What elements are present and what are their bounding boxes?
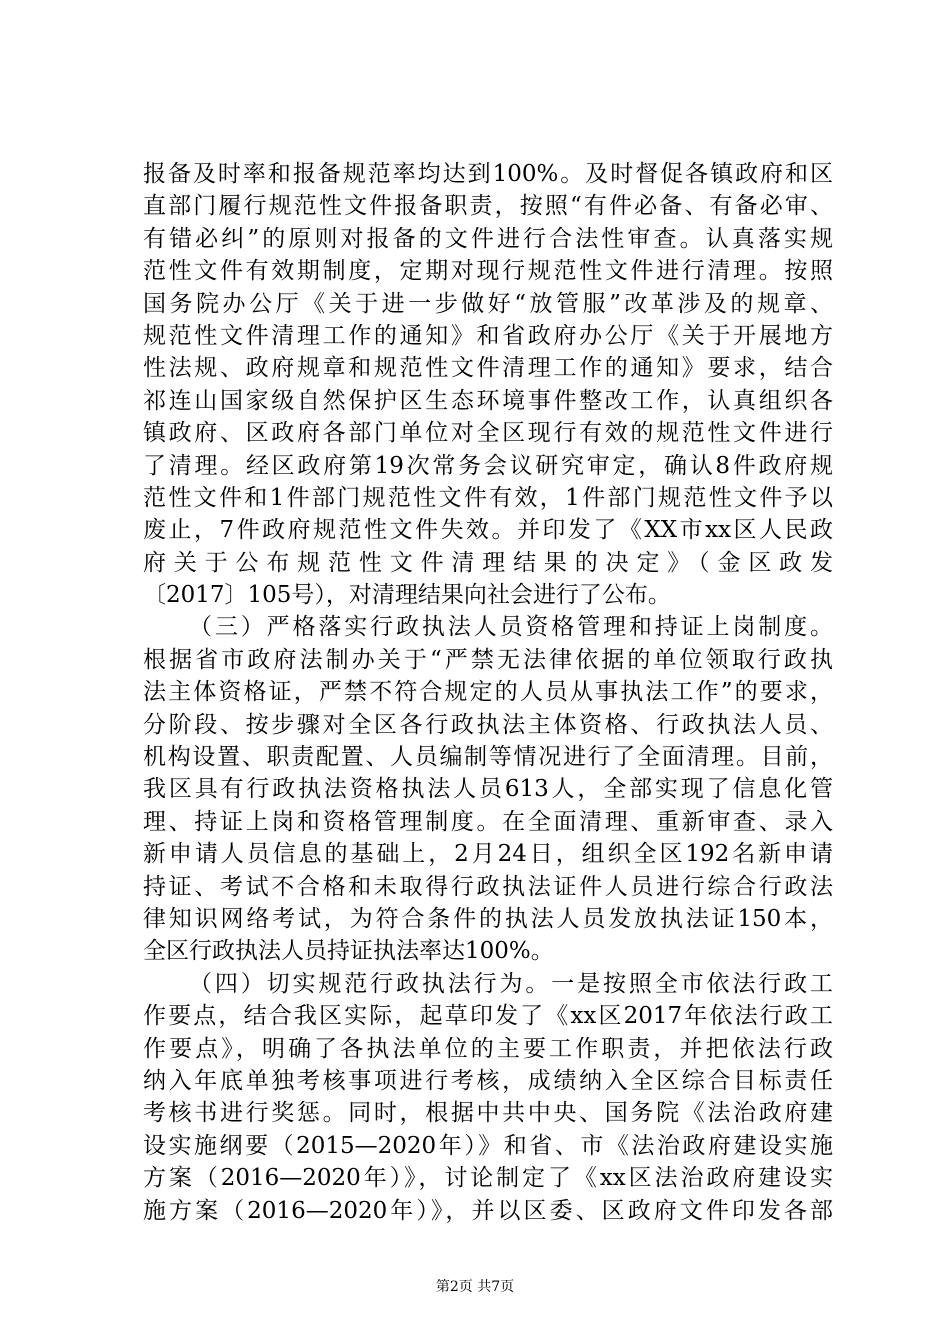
text-line: 律知识网络考试，为符合条件的执法人员发放执法证150本， [143, 905, 833, 932]
text-line: 祁连山国家级自然保护区生态环境事件整改工作，认真组织各 [143, 387, 833, 414]
text-line: 镇政府、区政府各部门单位对全区现行有效的规范性文件进行 [143, 420, 833, 447]
text-line: 根据省市政府法制办关于“严禁无法律依据的单位领取行政执 [143, 646, 833, 673]
text-line: 机构设置、职责配置、人员编制等情况进行了全面清理。目前， [143, 744, 833, 771]
text-line: 范性文件有效期制度，定期对现行规范性文件进行清理。按照 [143, 258, 833, 285]
text-line: 性法规、政府规章和规范性文件清理工作的通知》要求，结合 [143, 355, 833, 382]
section-heading-line: （四）切实规范行政执法行为。一是按照全市依法行政工 [189, 970, 833, 997]
text-line: 国务院办公厅《关于进一步做好“放管服”改革涉及的规章、 [143, 290, 833, 317]
page-number: 第2页 共7页 [435, 1279, 515, 1295]
text-line: 考核书进行奖惩。同时，根据中共中央、国务院《法治政府建 [143, 1100, 833, 1127]
text-line: 有错必纠”的原则对报备的文件进行合法性审查。认真落实规 [143, 225, 833, 252]
text-line: 法主体资格证，严禁不符合规定的人员从事执法工作”的要求， [143, 679, 833, 706]
document-body [143, 158, 833, 1227]
text-line: 规范性文件清理工作的通知》和省政府办公厅《关于开展地方 [143, 322, 833, 349]
text-line: 废止，7件政府规范性文件失效。并印发了《XX市xx区人民政 [143, 517, 833, 544]
text-line: 分阶段、按步骤对全区各行政执法主体资格、行政执法人员、 [143, 711, 833, 738]
text-line: 作要点，结合我区实际，起草印发了《xx区2017年依法行政工 [143, 1003, 833, 1030]
text-line: 直部门履行规范性文件报备职责，按照“有件必备、有备必审、 [143, 193, 833, 220]
text-line: 我区具有行政执法资格执法人员613人，全部实现了信息化管 [143, 776, 833, 803]
text-line: 报备及时率和报备规范率均达到100%。及时督促各镇政府和区 [143, 161, 833, 187]
text-line: 作要点》，明确了各执法单位的主要工作职责，并把依法行政 [143, 1035, 833, 1062]
text-line: 设实施纲要（2015—2020年）》和省、市《法治政府建设实施 [143, 1132, 833, 1159]
text-line: 纳入年底单独考核事项进行考核，成绩纳入全区综合目标责任 [143, 1067, 833, 1094]
text-line: 施方案（2016—2020年）》，并以区委、区政府文件印发各部 [143, 1197, 833, 1224]
text-line: 新申请人员信息的基础上，2月24日，组织全区192名新申请 [143, 841, 833, 868]
page-footer [0, 1277, 950, 1297]
section-heading-line: （三）严格落实行政执法人员资格管理和持证上岗制度。 [189, 614, 833, 641]
text-line: 方案（2016—2020年）》，讨论制定了《xx区法治政府建设实 [143, 1165, 833, 1192]
text-line: 理、持证上岗和资格管理制度。在全面清理、重新审查、录入 [143, 808, 833, 835]
text-line: 范性文件和1件部门规范性文件有效，1件部门规范性文件予以 [143, 484, 833, 511]
text-line: 了清理。经区政府第19次常务会议研究审定，确认8件政府规 [143, 452, 833, 479]
text-line: 〔2017〕105号），对清理结果向社会进行了公布。 [143, 582, 671, 609]
text-line: 府关于公布规范性文件清理结果的决定》（金区政发 [143, 549, 833, 576]
text-line: 全区行政执法人员持证执法率达100%。 [143, 938, 554, 965]
text-line: 持证、考试不合格和未取得行政执法证件人员进行综合行政法 [143, 873, 833, 900]
